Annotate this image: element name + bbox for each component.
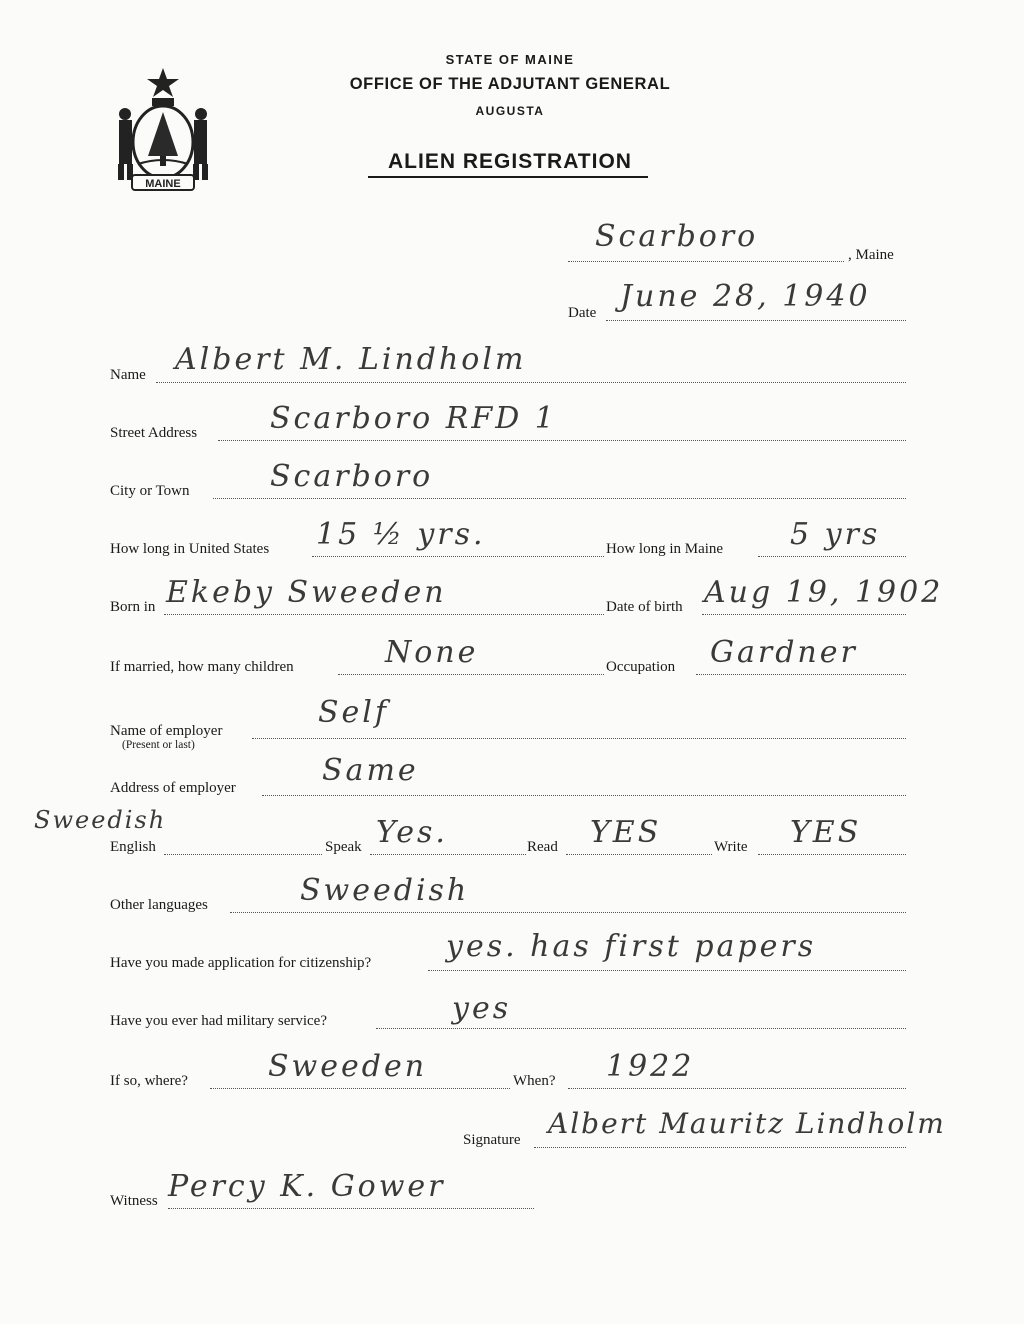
born-in-label: Born in xyxy=(110,599,156,615)
other-languages-value: Sweedish xyxy=(300,873,470,908)
witness-label: Witness xyxy=(110,1193,158,1209)
when-label: When? xyxy=(513,1073,556,1089)
place-line xyxy=(568,261,844,262)
street-line xyxy=(218,440,906,441)
other-languages-line xyxy=(230,912,906,913)
english-line xyxy=(164,854,322,855)
years-maine-line xyxy=(758,556,906,557)
employer-address-value: Same xyxy=(322,753,419,788)
signature-line xyxy=(534,1147,906,1148)
when-line xyxy=(568,1088,906,1089)
date-line xyxy=(606,320,906,321)
dob-line xyxy=(702,614,906,615)
citizenship-value: yes. has first papers xyxy=(446,929,817,964)
place-value: Scarboro xyxy=(595,219,759,254)
citizenship-line xyxy=(428,970,906,971)
military-line xyxy=(376,1028,906,1029)
born-in-value: Ekeby Sweeden xyxy=(166,575,447,610)
city-label: City or Town xyxy=(110,483,190,499)
seal-label: MAINE xyxy=(145,178,181,190)
maine-state-seal-icon xyxy=(108,64,218,194)
employer-address-label: Address of employer xyxy=(110,780,236,796)
write-value: YES xyxy=(790,815,862,850)
date-label: Date xyxy=(568,305,597,321)
speak-label: Speak xyxy=(325,839,362,855)
where-value: Sweeden xyxy=(268,1049,428,1084)
street-value: Scarboro RFD 1 xyxy=(270,401,557,436)
years-maine-value: 5 yrs xyxy=(790,517,881,552)
witness-line xyxy=(168,1208,534,1209)
when-value: 1922 xyxy=(606,1049,695,1084)
margin-note: Sweedish xyxy=(34,806,167,834)
write-line xyxy=(758,854,906,855)
read-label: Read xyxy=(527,839,558,855)
office-heading: OFFICE OF THE ADJUTANT GENERAL xyxy=(349,75,671,93)
date-value: June 28, 1940 xyxy=(620,279,871,314)
citizenship-label: Have you made application for citizenship? xyxy=(110,955,372,971)
city-value: Scarboro xyxy=(270,459,434,494)
military-label: Have you ever had military service? xyxy=(110,1013,327,1029)
title-underline xyxy=(368,176,648,178)
form-title: ALIEN REGISTRATION xyxy=(388,150,632,173)
dob-value: Aug 19, 1902 xyxy=(704,575,944,610)
occupation-line xyxy=(696,674,906,675)
state-heading: STATE OF MAINE xyxy=(445,52,575,67)
years-us-line xyxy=(312,556,604,557)
name-value: Albert M. Lindholm xyxy=(175,342,527,377)
employer-line xyxy=(252,738,906,739)
occupation-label: Occupation xyxy=(606,659,676,675)
speak-line xyxy=(370,854,526,855)
write-label: Write xyxy=(714,839,748,855)
other-languages-label: Other languages xyxy=(110,897,208,913)
signature-label: Signature xyxy=(463,1132,521,1148)
children-label: If married, how many children xyxy=(110,659,294,675)
city-heading: AUGUSTA xyxy=(475,104,545,118)
years-us-value: 15 ½ yrs. xyxy=(316,517,486,552)
military-value: yes xyxy=(452,991,512,1026)
english-label: English xyxy=(110,839,156,855)
where-line xyxy=(210,1088,510,1089)
dob-label: Date of birth xyxy=(606,599,683,615)
speak-value: Yes. xyxy=(376,815,448,850)
occupation-value: Gardner xyxy=(710,635,858,670)
employer-address-line xyxy=(262,795,906,796)
children-line xyxy=(338,674,604,675)
signature-value: Albert Mauritz Lindholm xyxy=(548,1107,946,1140)
street-label: Street Address xyxy=(110,425,198,441)
born-in-line xyxy=(164,614,604,615)
witness-value: Percy K. Gower xyxy=(168,1169,446,1204)
city-line xyxy=(213,498,906,499)
read-value: YES xyxy=(590,815,662,850)
read-line xyxy=(566,854,712,855)
employer-value: Self xyxy=(318,695,390,730)
years-maine-label: How long in Maine xyxy=(606,541,724,557)
employer-label: Name of employer xyxy=(110,723,223,739)
employer-sublabel: (Present or last) xyxy=(122,739,195,751)
children-value: None xyxy=(385,635,479,670)
years-us-label: How long in United States xyxy=(110,541,270,557)
maine-label: , Maine xyxy=(848,247,894,263)
name-label: Name xyxy=(110,367,146,383)
name-line xyxy=(156,382,906,383)
where-label: If so, where? xyxy=(110,1073,188,1089)
